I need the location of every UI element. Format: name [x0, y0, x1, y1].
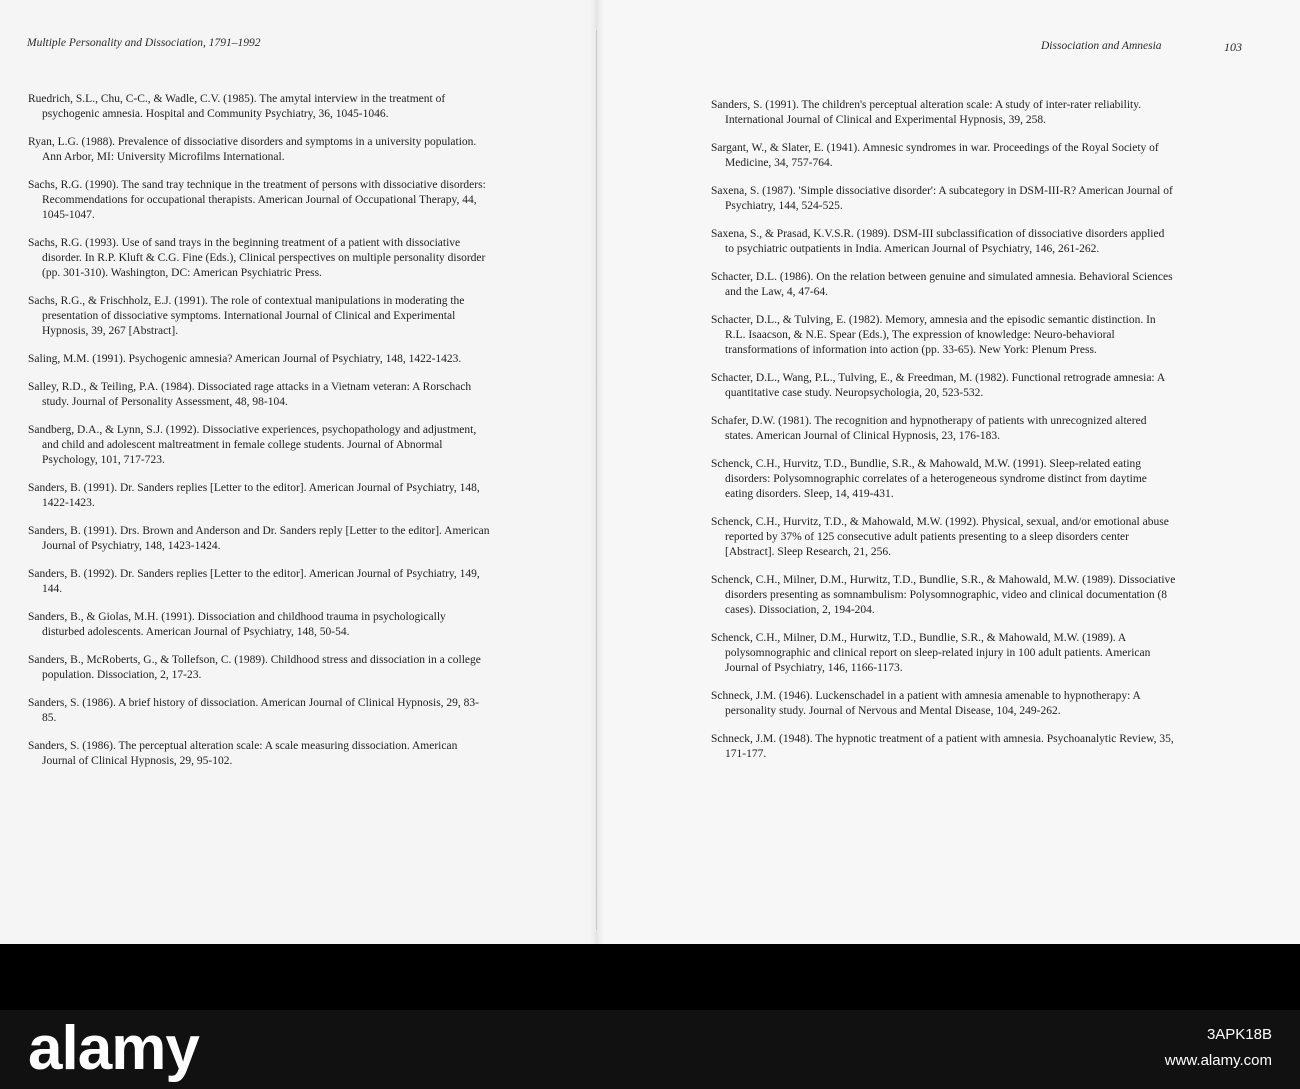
reference-entry: Sanders, B., & Giolas, M.H. (1991). Dissociation and childhood trauma in psychologically disturbed adolescents. American Journal of Psychiatry, 148, 50-54. — [28, 611, 446, 638]
left-running-head: Multiple Personality and Dissociation, 1791–1992 — [27, 37, 261, 49]
reference-entry: Saxena, S., & Prasad, K.V.S.R. (1989). DSM-III subclassification of dissociative disorders applied to psychiatric outpatients in India. American Journal of Psychiatry, 146, 261-262. — [711, 228, 1165, 255]
reference-entry: Sanders, S. (1986). A brief history of dissociation. American Journal of Clinical Hypnosis, 29, 83-85. — [28, 697, 479, 724]
reference-entry: Sargant, W., & Slater, E. (1941). Amnesic syndromes in war. Proceedings of the Royal Society of Medicine, 34, 757-764. — [711, 142, 1159, 169]
reference-entry: Saxena, S. (1987). 'Simple dissociative disorder': A subcategory in DSM-III-R? American Journal of Psychiatry, 144, 524-525. — [711, 185, 1173, 212]
reference-entry: Sachs, R.G. (1993). Use of sand trays in the beginning treatment of a patient with dissociative disorder. In R.P. Kluft & C.G. Fine (Eds.), Clinical perspectives on multiple personality disorder (pp. 301-310). Washington, DC: American Psychiatric Press. — [28, 237, 486, 279]
reference-entry: Ryan, L.G. (1988). Prevalence of dissociative disorders and symptoms in a university population. Ann Arbor, MI: University Microfilms International. — [28, 136, 477, 163]
reference-entry: Sachs, R.G., & Frischholz, E.J. (1991). The role of contextual manipulations in moderating the presentation of dissociative symptoms. International Journal of Clinical and Experimental Hypnosis, 39, 267 [Abstract]. — [28, 295, 465, 337]
reference-entry: Schneck, J.M. (1946). Luckenschadel in a patient with amnesia amenable to hypnotherapy: A personality study. Journal of Nervous and Mental Disease, 104, 249-262. — [711, 690, 1141, 717]
reference-entry: Sanders, S. (1991). The children's perceptual alteration scale: A study of inter-rater reliability. International Journal of Clinical and Experimental Hypnosis, 39, 258. — [711, 99, 1142, 126]
reference-entry: Sanders, B. (1991). Drs. Brown and Anderson and Dr. Sanders reply [Letter to the editor]. American Journal of Psychiatry, 148, 1423-1424. — [28, 525, 490, 552]
reference-entry: Schneck, J.M. (1948). The hypnotic treatment of a patient with amnesia. Psychoanalytic Review, 35, 171-177. — [711, 733, 1174, 760]
reference-entry: Sanders, S. (1986). The perceptual alteration scale: A scale measuring dissociation. American Journal of Clinical Hypnosis, 29, 95-102. — [28, 740, 458, 767]
reference-entry: Sanders, B., McRoberts, G., & Tollefson, C. (1989). Childhood stress and dissociation in a college population. Dissociation, 2, 17-23. — [28, 654, 481, 681]
reference-entry: Schenck, C.H., Hurvitz, T.D., Bundlie, S.R., & Mahowald, M.W. (1991). Sleep-related eating disorders: Polysomnographic correlates of a heterogeneous syndrome distinct from daytime eating disorders. Sleep, 14, 419-431. — [711, 458, 1147, 500]
reference-entry: Schenck, C.H., Milner, D.M., Hurwitz, T.D., Bundlie, S.R., & Mahowald, M.W. (1989). Dissociative disorders presenting as somnambulism: Polysomnographic, video and clinical documentation (8 cases). Dissociation, 2, 194-204. — [711, 574, 1176, 616]
reference-entry: Schacter, D.L., & Tulving, E. (1982). Memory, amnesia and the episodic semantic distinction. In R.L. Isaacson, & N.E. Spear (Eds.), The expression of knowledge: Neuro-behavioral transformations of information into action (pp. 33-65). New York: Plenum Press. — [711, 314, 1156, 356]
scan-black-band — [0, 944, 1300, 1010]
reference-entry: Schenck, C.H., Hurvitz, T.D., & Mahowald, M.W. (1992). Physical, sexual, and/or emotional abuse reported by 37% of 125 consecutive adult patients presenting to a sleep disorders center [Abstract]. Sleep Research, 21, 256. — [711, 516, 1169, 558]
right-running-head: Dissociation and Amnesia — [1041, 40, 1162, 52]
reference-entry: Saling, M.M. (1991). Psychogenic amnesia? American Journal of Psychiatry, 148, 1422-1423. — [28, 353, 462, 365]
page-number: 103 — [1224, 40, 1242, 54]
book-gutter — [590, 0, 604, 944]
reference-entry: Schenck, C.H., Milner, D.M., Hurwitz, T.D., Bundlie, S.R., & Mahowald, M.W. (1989). A polysomnographic and clinical report on sleep-related injury in 100 adult patients. American Journal of Psychiatry, 146, 1166-1173. — [711, 632, 1151, 674]
image-code-block — [1165, 1022, 1272, 1074]
reference-entry: Salley, R.D., & Teiling, P.A. (1984). Dissociated rage attacks in a Vietnam veteran: A Rorschach study. Journal of Personality Assessment, 48, 98-104. — [28, 381, 472, 408]
reference-entry: Sanders, B. (1991). Dr. Sanders replies [Letter to the editor]. American Journal of Psychiatry, 148, 1422-1423. — [28, 482, 480, 509]
reference-entry: Schafer, D.W. (1981). The recognition and hypnotherapy of patients with unrecognized altered states. American Journal of Clinical Hypnosis, 23, 176-183. — [711, 415, 1147, 442]
brand-logo: alamy — [28, 1014, 199, 1083]
gutter-line — [596, 30, 597, 930]
right-reference-list — [711, 98, 1176, 775]
reference-entry: Ruedrich, S.L., Chu, C-C., & Wadle, C.V. (1985). The amytal interview in the treatment of psychogenic amnesia. Hospital and Community Psychiatry, 36, 1045-1046. — [28, 93, 446, 120]
image-id: 3APK18B — [1206, 1026, 1272, 1043]
reference-entry: Schacter, D.L., Wang, P.L., Tulving, E., & Freedman, M. (1982). Functional retrograde amnesia: A quantitative case study. Neuropsychologia, 20, 523-532. — [711, 372, 1165, 399]
reference-entry: Schacter, D.L. (1986). On the relation between genuine and simulated amnesia. Behavioral Sciences and the Law, 4, 47-64. — [711, 271, 1173, 298]
reference-entry: Sachs, R.G. (1990). The sand tray technique in the treatment of persons with dissociative disorders: Recommendations for occupational therapists. American Journal of Occupational Therapy, 44, 1045-1047. — [28, 179, 486, 221]
site-url: www.alamy.com — [1164, 1052, 1272, 1069]
reference-entry: Sandberg, D.A., & Lynn, S.J. (1992). Dissociative experiences, psychopathology and adjustment, and child and adolescent maltreatment in female college students. Journal of Abnormal Psychology, 101, 717-723. — [28, 424, 477, 466]
left-reference-list — [28, 92, 490, 782]
reference-entry: Sanders, B. (1992). Dr. Sanders replies [Letter to the editor]. American Journal of Psychiatry, 149, 144. — [28, 568, 480, 595]
